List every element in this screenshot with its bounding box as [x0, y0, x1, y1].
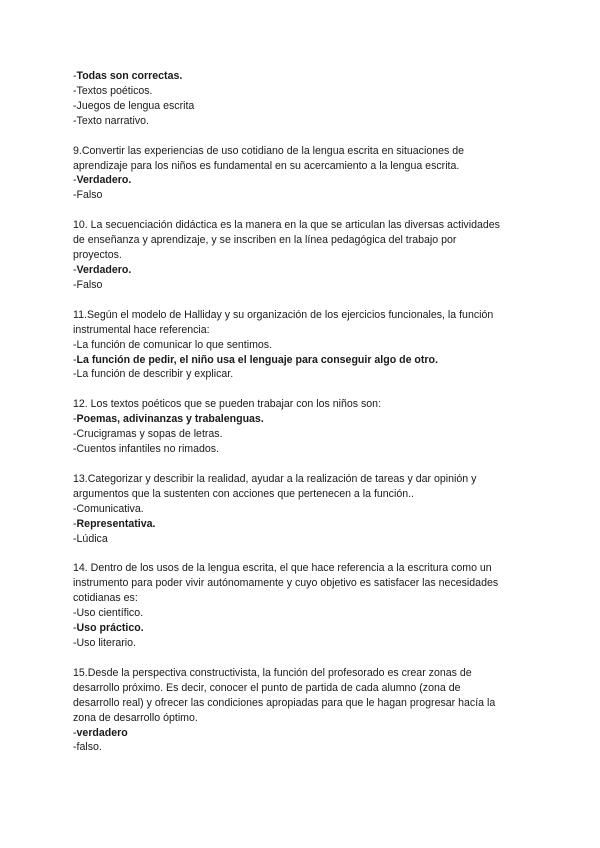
question-text-line: proyectos.	[73, 249, 122, 262]
option-text: Comunicativa.	[76, 502, 144, 515]
option-dash: -	[73, 338, 77, 351]
option-text: Uso práctico.	[76, 622, 144, 635]
option-text: Crucigramas y sopas de letras.	[76, 428, 223, 441]
answer-option	[73, 427, 533, 442]
quiz-question-block	[73, 666, 533, 755]
answer-option	[73, 188, 533, 203]
option-dash: -	[73, 189, 77, 202]
question-text-line: 9.Convertir las experiencias de uso cotidiano de la lengua escrita en situaciones de	[73, 144, 465, 157]
option-dash: -	[73, 443, 77, 456]
question-text-line: 10. La secuenciación didáctica es la manera en la que se articulan las diversas actividades	[73, 219, 500, 232]
option-dash: -	[73, 607, 77, 620]
option-text: Falso	[76, 278, 103, 291]
answer-option	[73, 532, 533, 547]
option-text: Poemas, adivinanzas y trabalenguas.	[76, 413, 264, 426]
option-text: Texto narrativo.	[76, 114, 149, 127]
option-dash: -	[73, 368, 77, 381]
quiz-question-block	[73, 144, 533, 204]
quiz-question-block	[73, 561, 533, 650]
answer-option	[73, 636, 533, 651]
quiz-question-block	[73, 472, 533, 547]
option-dash: -	[73, 70, 77, 82]
answer-option	[73, 99, 533, 114]
question-text-line: 12. Los textos poéticos que se pueden trabajar con los niños son:	[73, 398, 382, 411]
answer-option-correct	[73, 517, 533, 532]
quiz-content	[73, 69, 533, 770]
answer-option	[73, 502, 533, 517]
quiz-question-block	[73, 69, 533, 129]
option-text: La función de comunicar lo que sentimos.	[76, 338, 273, 351]
option-dash: -	[73, 174, 77, 187]
option-text: Verdadero.	[76, 263, 132, 276]
option-dash: -	[73, 278, 77, 291]
option-text: Lúdica	[76, 532, 108, 545]
answer-option-correct	[73, 621, 533, 636]
answer-option-correct	[73, 412, 533, 427]
question-text-line: desarrollo real) y ofrecer las condiciones apropiadas para que le hagan progresar hacía la	[73, 696, 496, 709]
option-text: Textos poéticos.	[76, 84, 153, 97]
question-text-line: 13.Categorizar y describir la realidad, ayudar a la realización de tareas y dar opinión y	[73, 472, 477, 485]
question-text-line: instrumental hace referencia:	[73, 323, 210, 336]
option-dash: -	[73, 726, 77, 739]
quiz-question-block	[73, 397, 533, 457]
option-text: Representativa.	[76, 517, 156, 530]
option-dash: -	[73, 84, 77, 97]
option-text: Uso literario.	[76, 637, 136, 649]
option-text: La función de pedir, el niño usa el lenguaje para conseguir algo de otro.	[76, 353, 438, 366]
answer-option	[73, 114, 533, 129]
option-dash: -	[73, 428, 77, 441]
answer-option	[73, 442, 533, 457]
answer-option-correct	[73, 726, 533, 741]
quiz-question-block	[73, 218, 533, 293]
answer-option	[73, 278, 533, 293]
answer-option	[73, 338, 533, 353]
option-dash: -	[73, 517, 77, 530]
question-text-line: desarrollo próximo. Es decir, conocer el punto de partida de cada alumno (zona de	[73, 681, 461, 694]
option-text: Todas son correctas.	[76, 70, 183, 82]
option-dash: -	[73, 532, 77, 545]
question-text-line: 11.Según el modelo de Halliday y su organización de los ejercicios funcionales, la función	[73, 308, 494, 321]
answer-option-correct	[73, 69, 533, 84]
option-text: Uso científico.	[76, 607, 144, 620]
option-text: La función de describir y explicar.	[76, 368, 234, 381]
option-text: verdadero	[76, 726, 128, 739]
option-text: falso.	[76, 741, 102, 754]
option-text: Falso	[76, 189, 103, 202]
option-dash: -	[73, 741, 77, 754]
question-text-line: argumentos que la sustenten con acciones que pertenecen a la función..	[73, 487, 414, 500]
answer-option	[73, 84, 533, 99]
answer-option-correct	[73, 353, 533, 368]
question-text-line: 14. Dentro de los usos de la lengua escrita, el que hace referencia a la escritura como un	[73, 562, 492, 575]
answer-option	[73, 367, 533, 382]
answer-option-correct	[73, 263, 533, 278]
option-text: Juegos de lengua escrita	[76, 99, 195, 112]
question-text-line: cotidianas es:	[73, 592, 138, 605]
answer-option	[73, 606, 533, 621]
answer-option	[73, 740, 533, 755]
option-dash: -	[73, 637, 77, 649]
quiz-question-block	[73, 308, 533, 383]
answer-option-correct	[73, 173, 533, 188]
option-dash: -	[73, 99, 77, 112]
question-text-line: zona de desarrollo óptimo.	[73, 711, 198, 724]
question-text-line: aprendizaje para los niños es fundamental en su acercamiento a la lengua escrita.	[73, 159, 460, 172]
option-dash: -	[73, 413, 77, 426]
option-dash: -	[73, 114, 77, 127]
option-dash: -	[73, 622, 77, 635]
option-text: Verdadero.	[76, 174, 132, 187]
option-dash: -	[73, 502, 77, 515]
question-text-line: 15.Desde la perspectiva constructivista, la función del profesorado es crear zonas de	[73, 666, 472, 679]
option-dash: -	[73, 353, 77, 366]
option-dash: -	[73, 263, 77, 276]
question-text-line: de enseñanza y aprendizaje, y se inscriben en la línea pedagógica del trabajo por	[73, 234, 457, 247]
question-text-line: instrumento para poder vivir autónomamente y cuyo objetivo es satisfacer las necesidades	[73, 577, 499, 590]
option-text: Cuentos infantiles no rimados.	[76, 443, 220, 456]
